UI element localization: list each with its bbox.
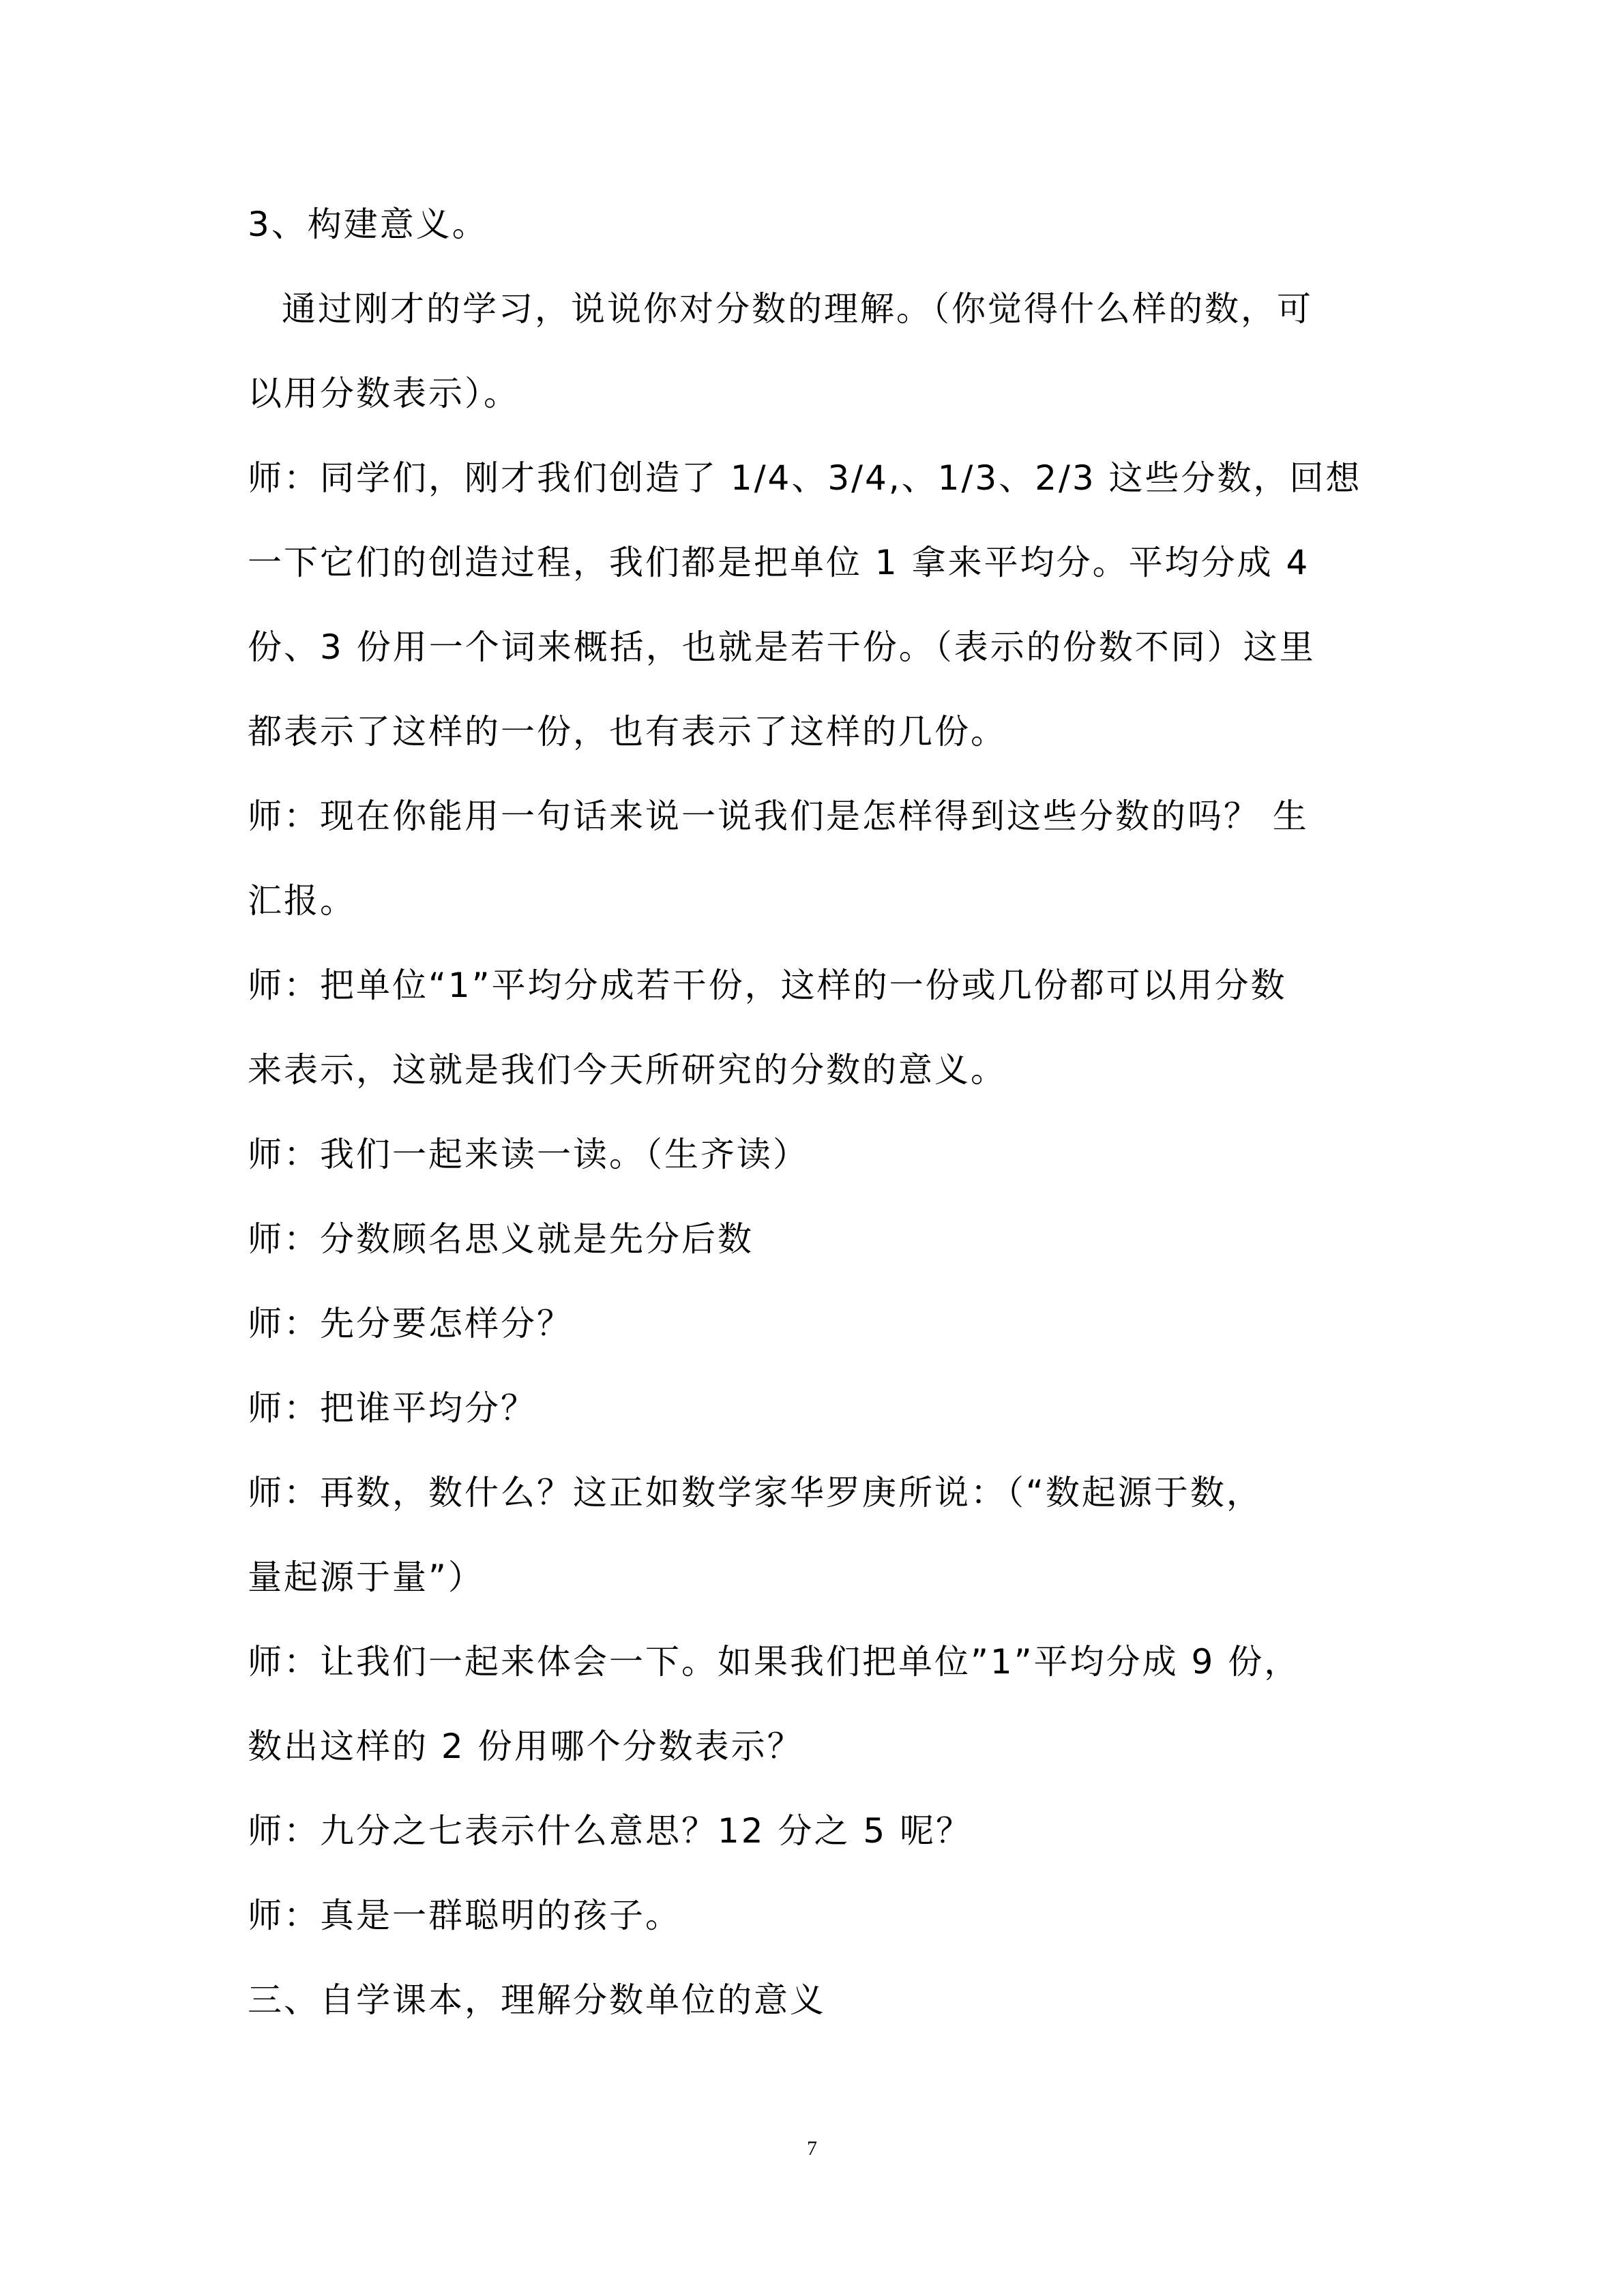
paragraph-line: 都表示了这样的一份，也有表示了这样的几份。	[248, 712, 1007, 751]
paragraph-line: 师：先分要怎样分？	[248, 1304, 573, 1343]
paragraph-line: 一下它们的创造过程，我们都是把单位 1 拿来平均分。平均分成 4	[248, 543, 1310, 582]
paragraph-line: 师：再数，数什么？这正如数学家华罗庚所说：（“数起源于数，	[248, 1473, 1263, 1512]
paragraph-line: 份、3 份用一个词来概括，也就是若干份。（表示的份数不同）这里	[248, 627, 1316, 667]
paragraph-line: 汇报。	[248, 881, 356, 921]
paragraph-line: 师：同学们，刚才我们创造了 1/4、3/4,、1/3、2/3 这些分数，回想	[248, 458, 1362, 498]
paragraph-line: 以用分数表示）。	[248, 374, 520, 413]
paragraph-line: 师：现在你能用一句话来说一说我们是怎样得到这些分数的吗？ 生	[248, 796, 1309, 836]
paragraph-line: 师：把单位“1”平均分成若干份，这样的一份或几份都可以用分数	[248, 966, 1287, 1005]
paragraph-line: 师：分数顾名思义就是先分后数	[248, 1219, 754, 1259]
paragraph-line: 量起源于量”）	[248, 1557, 484, 1597]
paragraph-line: 来表示，这就是我们今天所研究的分数的意义。	[248, 1050, 1007, 1090]
paragraph-line: 通过刚才的学习，说说你对分数的理解。（你觉得什么样的数，可	[282, 289, 1313, 329]
paragraph-line: 师：把谁平均分？	[248, 1388, 537, 1428]
page-number: 7	[807, 2137, 817, 2160]
paragraph-line: 师：让我们一起来体会一下。如果我们把单位”1”平均分成 9 份，	[248, 1642, 1301, 1682]
paragraph-line: 师：真是一群聪明的孩子。	[248, 1896, 681, 1935]
section-heading: 三、自学课本，理解分数单位的意义	[248, 1980, 826, 2020]
paragraph-line: 数出这样的 2 份用哪个分数表示？	[248, 1727, 803, 1766]
section-heading: 3、构建意义。	[248, 205, 488, 244]
paragraph-line: 师：我们一起来读一读。（生齐读）	[248, 1135, 809, 1174]
paragraph-line: 师：九分之七表示什么意思？12 分之 5 呢？	[248, 1811, 973, 1851]
